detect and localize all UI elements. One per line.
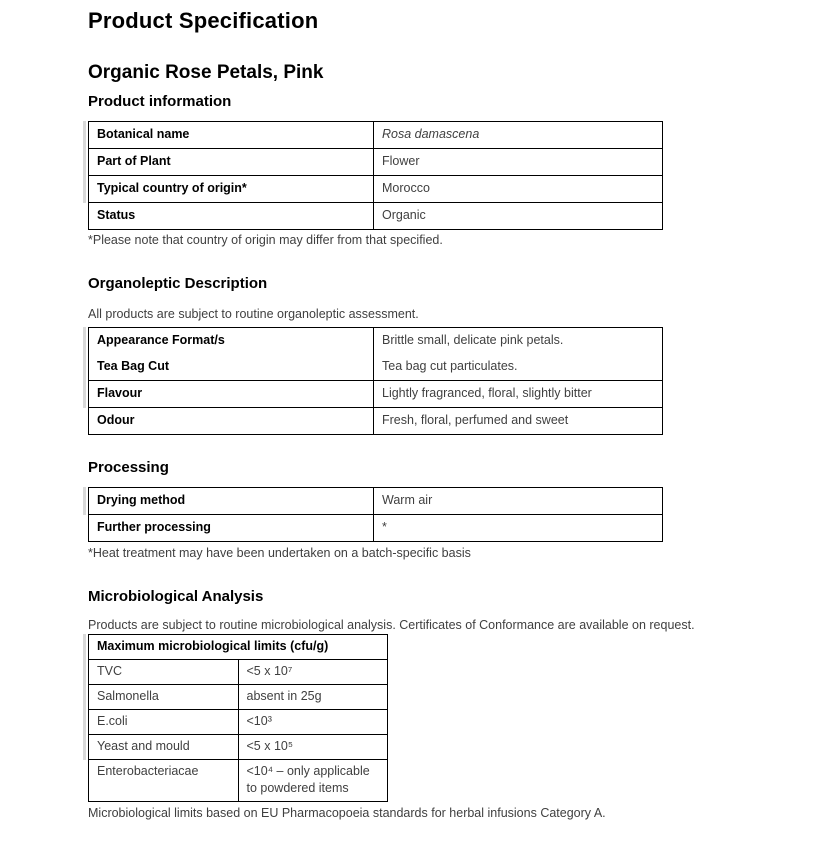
organoleptic-intro: All products are subject to routine organoleptic assessment.: [88, 307, 419, 321]
value-cell: <5 x 10⁵: [238, 735, 388, 760]
label-cell: Typical country of origin*: [89, 176, 374, 203]
organoleptic-table-wrap: [88, 327, 753, 435]
value-line-2: Tea bag cut particulates.: [382, 359, 518, 373]
revision-change-bar: [83, 121, 86, 203]
microbiological-table-wrap: [88, 634, 753, 802]
section-heading-microbiological: Microbiological Analysis: [88, 588, 264, 605]
micro-limits-footnote: Microbiological limits based on EU Pharmacopoeia standards for herbal infusions Category A.: [88, 806, 606, 820]
processing-table: [88, 487, 663, 542]
revision-change-bar: [83, 327, 86, 408]
table-row: [89, 122, 663, 149]
label-cell: Status: [89, 203, 374, 230]
label-cell: Part of Plant: [89, 149, 374, 176]
product-name: Organic Rose Petals, Pink: [88, 62, 324, 83]
section-heading-organoleptic: Organoleptic Description: [88, 275, 268, 292]
value-cell: Organic: [374, 203, 663, 230]
value-cell: Fresh, floral, perfumed and sweet: [374, 408, 663, 435]
label-line-2: Tea Bag Cut: [97, 359, 169, 373]
table-row: [89, 685, 388, 710]
label-cell: [89, 328, 374, 381]
value-cell: <5 x 10⁷: [238, 660, 388, 685]
label-cell: Drying method: [89, 488, 374, 515]
label-cell: E.coli: [89, 710, 239, 735]
value-cell: <10⁴ – only applicable to powdered items: [238, 760, 388, 802]
heat-treatment-footnote: *Heat treatment may have been undertaken on a batch-specific basis: [88, 546, 471, 560]
label-cell: TVC: [89, 660, 239, 685]
table-row: [89, 660, 388, 685]
value-cell: Lightly fragranced, floral, slightly bitter: [374, 381, 663, 408]
value-cell: <10³: [238, 710, 388, 735]
table-row: [89, 760, 388, 802]
value-cell: Morocco: [374, 176, 663, 203]
table-row: [89, 515, 663, 542]
value-cell: Flower: [374, 149, 663, 176]
label-cell: Salmonella: [89, 685, 239, 710]
value-cell: Rosa damascena: [374, 122, 663, 149]
value-cell: [374, 328, 663, 381]
table-header-row: [89, 635, 388, 660]
label-cell: Further processing: [89, 515, 374, 542]
organoleptic-table: [88, 327, 663, 435]
value-cell: absent in 25g: [238, 685, 388, 710]
country-origin-footnote: *Please note that country of origin may differ from that specified.: [88, 233, 443, 247]
label-cell: Enterobacteriacae: [89, 760, 239, 802]
page-title: Product Specification: [88, 8, 319, 33]
micro-table-header: Maximum microbiological limits (cfu/g): [89, 635, 388, 660]
microbiological-table: [88, 634, 388, 802]
table-row: [89, 328, 663, 381]
table-row: [89, 203, 663, 230]
value-cell: *: [374, 515, 663, 542]
revision-change-bar: [83, 487, 86, 515]
label-cell: Yeast and mould: [89, 735, 239, 760]
table-row: [89, 710, 388, 735]
label-cell: Odour: [89, 408, 374, 435]
product-information-table: [88, 121, 663, 230]
processing-table-wrap: [88, 487, 753, 542]
label-line-1: Appearance Format/s: [97, 333, 225, 347]
label-cell: Flavour: [89, 381, 374, 408]
table-row: [89, 381, 663, 408]
label-cell: Botanical name: [89, 122, 374, 149]
table-row: [89, 408, 663, 435]
value-cell: Warm air: [374, 488, 663, 515]
microbiological-intro: Products are subject to routine microbiological analysis. Certificates of Conformance are available on request.: [88, 618, 695, 632]
table-row: [89, 735, 388, 760]
product-information-table-wrap: [88, 121, 753, 230]
section-heading-processing: Processing: [88, 459, 169, 476]
table-row: [89, 149, 663, 176]
table-row: [89, 176, 663, 203]
revision-change-bar: [83, 634, 86, 760]
section-heading-product-information: Product information: [88, 93, 232, 110]
table-row: [89, 488, 663, 515]
value-line-1: Brittle small, delicate pink petals.: [382, 333, 564, 347]
